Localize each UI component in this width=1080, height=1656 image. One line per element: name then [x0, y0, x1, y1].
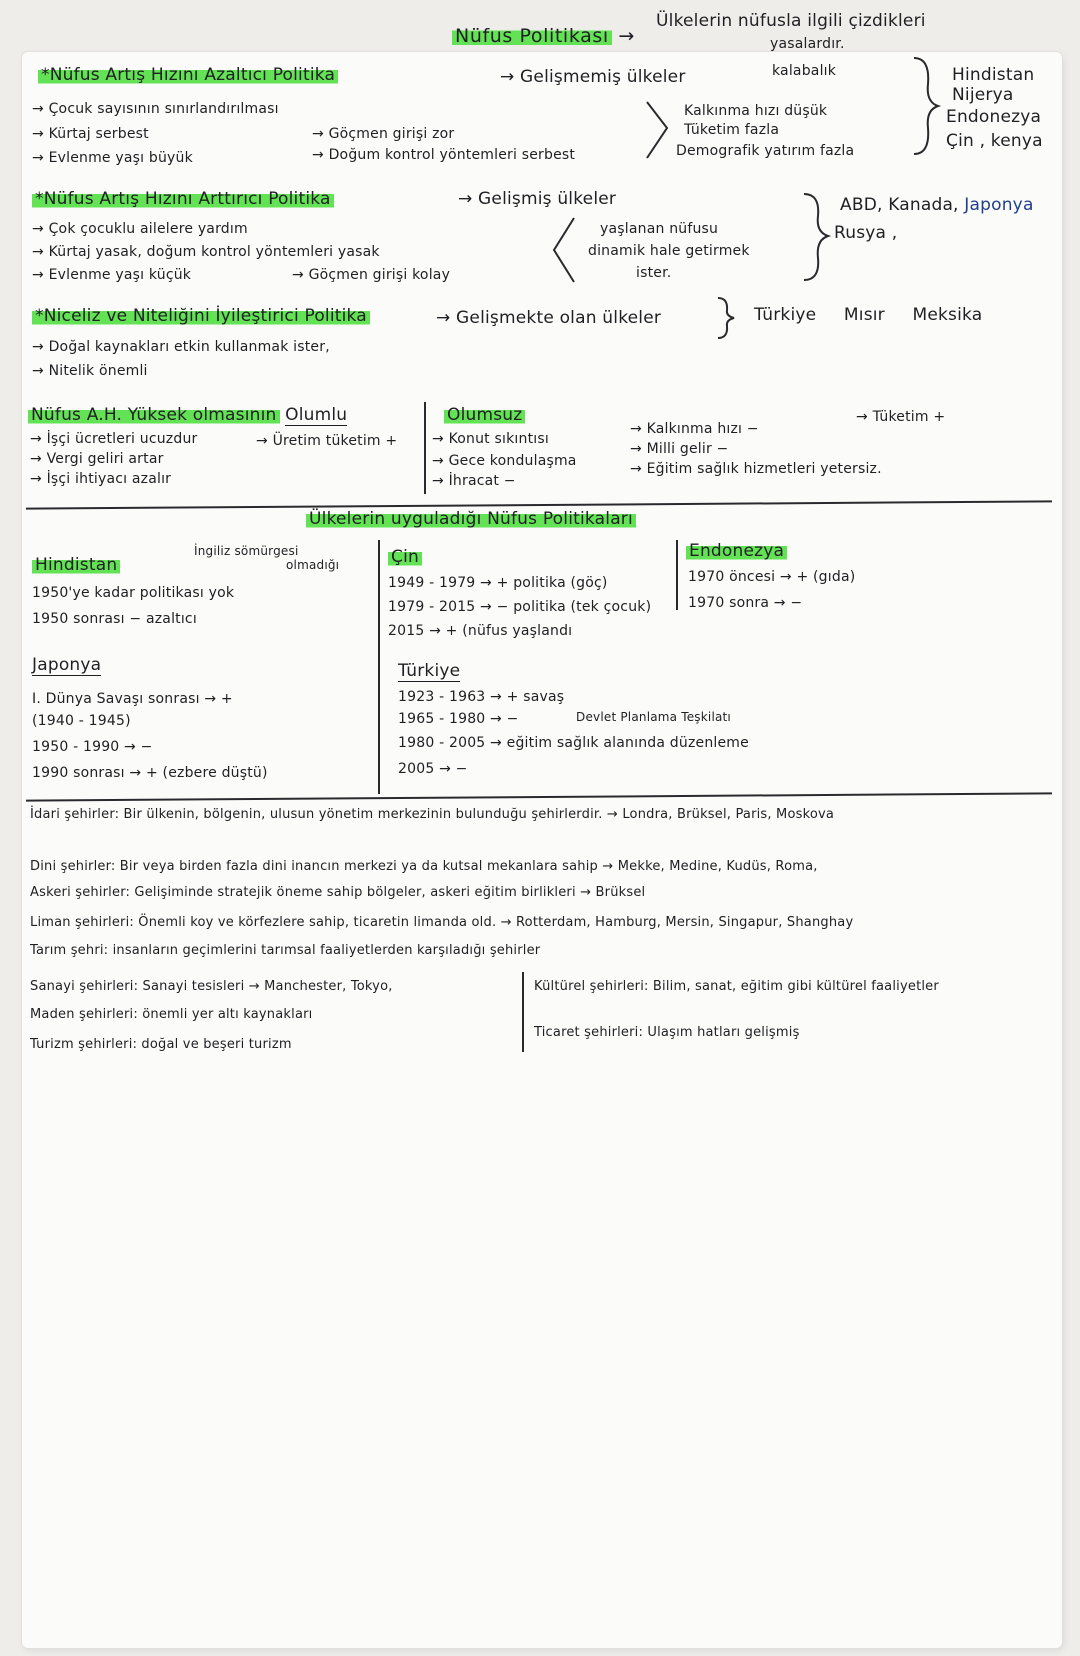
endonezya-line-1: 1970 öncesi → + (gıda) [688, 569, 856, 585]
page-title: Nüfus Politikası → [452, 27, 635, 45]
s1-right-item-3: Demografik yatırım fazla [676, 143, 855, 159]
hindistan-name: Hindistan [32, 556, 120, 574]
turkiye-note: Devlet Planlama Teşkilatı [576, 710, 731, 724]
notebook-page [22, 52, 1062, 1648]
s6-left-item-1: Sanayi şehirleri: Sanayi tesisleri → Manchester, Tokyo, [30, 979, 393, 994]
s4-pos-extra: → Üretim tüketim + [256, 433, 398, 449]
s2-right-item-1: yaşlanan nüfusu [600, 221, 719, 237]
s1-country-3: Endonezya [946, 107, 1042, 127]
cin-line-3: 2015 → + (nüfus yaşlandı [388, 623, 573, 639]
section1-heading: *Nüfus Artış Hızını Azaltıcı Politika [38, 66, 338, 84]
hindistan-note-2: olmadığı [286, 558, 340, 572]
s4-neg-item-1: → Konut sıkıntısı [432, 431, 549, 447]
turkiye-line-4: 2005 → − [398, 761, 468, 777]
s3-item-2: → Nitelik önemli [32, 363, 148, 379]
s1-right-item-2: Tüketim fazla [684, 122, 780, 138]
s2-bracket [552, 216, 578, 286]
hindistan-line-2: 1950 sonrası − azaltıcı [32, 611, 197, 627]
endonezya-line-2: 1970 sonra → − [688, 595, 803, 611]
s1-country-1: Hindistan [952, 65, 1035, 85]
japonya-line-4: 1990 sonrası → + (ezbere düştü) [32, 765, 268, 781]
s1-mid-item-1: → Göçmen girişi zor [312, 126, 455, 142]
s6-line-2: Dini şehirler: Bir veya birden fazla dini inancın merkezi ya da kutsal mekanlara sahip → Mekke, Medine, Kudüs, Roma, [30, 859, 818, 874]
s4-neg-extra-1: → Kalkınma hızı − [630, 421, 759, 437]
s6-line-4: Liman şehirleri: Önemli koy ve körfezlere sahip, ticaretin limanda old. → Rotterdam, Hamburg, Mersin, Singapur, Shanghay [30, 915, 854, 930]
title-definition-line2: yasalardır. [770, 36, 845, 52]
s2-left-item-2: → Kürtaj yasak, doğum kontrol yöntemleri yasak [32, 244, 380, 260]
s4-pos-item-2: → Vergi geliri artar [30, 451, 164, 467]
s6-line-1: İdari şehirler: Bir ülkenin, bölgenin, ulusun yönetim merkezinin bulunduğu şehirlerdir. → Londra, Brüksel, Paris, Moskova [30, 807, 835, 822]
title-definition-line1: Ülkelerin nüfusla ilgili çizdikleri [656, 11, 926, 31]
s1-left-item-1: → Çocuk sayısının sınırlandırılması [32, 101, 279, 117]
section4-heading: Nüfus A.H. Yüksek olmasının Olumlu [28, 406, 347, 424]
s1-bracket [645, 100, 671, 162]
s2-countries-1: ABD, Kanada, Japonya [840, 195, 1034, 215]
hindistan-note-1: İngiliz sömürgesi [194, 544, 299, 558]
s2-country-brace [800, 192, 830, 282]
s1-country-2: Nijerya [952, 85, 1014, 105]
endonezya-name: Endonezya [686, 542, 787, 560]
s5-divider-2 [676, 540, 678, 610]
s1-mid-item-2: → Doğum kontrol yöntemleri serbest [312, 147, 576, 163]
s4-pos-item-3: → İşçi ihtiyacı azalır [30, 471, 172, 487]
s2-right-item-3: ister. [636, 265, 672, 281]
s6-divider [522, 972, 524, 1052]
s4-neg-heading: Olumsuz [444, 406, 525, 424]
s6-right-item-2: Ticaret şehirleri: Ulaşım hatları gelişmiş [534, 1025, 800, 1040]
s3-item-1: → Doğal kaynakları etkin kullanmak ister, [32, 339, 330, 355]
section3-target: → Gelişmekte olan ülkeler [436, 308, 662, 328]
s1-left-item-2: → Kürtaj serbest [32, 126, 149, 142]
s4-pos-item-1: → İşçi ücretleri ucuzdur [30, 431, 198, 447]
s6-line-3: Askeri şehirler: Gelişiminde stratejik öneme sahip bölgeler, askeri eğitim birlikleri → Brüksel [30, 885, 646, 900]
s6-line-5: Tarım şehri: insanların geçimlerini tarımsal faaliyetlerden karşıladığı şehirler [30, 943, 541, 958]
s3-brace [716, 296, 736, 340]
hindistan-line-1: 1950'ye kadar politikası yok [32, 585, 235, 601]
japonya-line-2: (1940 - 1945) [32, 713, 131, 729]
s2-right-item-2: dinamik hale getirmek [588, 243, 750, 259]
section2-target: → Gelişmiş ülkeler [458, 189, 617, 209]
japonya-line-1: I. Dünya Savaşı sonrası → + [32, 691, 233, 707]
turkiye-name: Türkiye [398, 661, 461, 681]
s2-left-item-1: → Çok çocuklu ailelere yardım [32, 221, 248, 237]
section1-target: → Gelişmemiş ülkeler [500, 67, 686, 87]
s4-neg-extra-right: → Tüketim + [856, 409, 946, 425]
section1-note: kalabalık [772, 63, 837, 79]
s4-neg-item-2: → Gece kondulaşma [432, 453, 577, 469]
s2-left-item-3: → Evlenme yaşı küçük [32, 267, 192, 283]
s5-divider-1 [378, 540, 380, 794]
s4-divider [424, 402, 426, 494]
s6-left-item-3: Turizm şehirleri: doğal ve beşeri turizm [30, 1037, 292, 1052]
section5-heading: Ülkelerin uyguladığı Nüfus Politikaları [306, 510, 636, 528]
s6-left-item-2: Maden şehirleri: önemli yer altı kaynakları [30, 1007, 313, 1022]
s4-neg-extra-3: → Eğitim sağlık hizmetleri yetersiz. [630, 461, 882, 477]
s1-right-item-1: Kalkınma hızı düşük [684, 103, 828, 119]
s1-country-4: Çin , kenya [946, 131, 1043, 151]
cin-line-2: 1979 - 2015 → − politika (tek çocuk) [388, 599, 652, 615]
s1-left-item-3: → Evlenme yaşı büyük [32, 150, 193, 166]
turkiye-line-1: 1923 - 1963 → + savaş [398, 689, 565, 705]
japonya-name: Japonya [32, 655, 102, 675]
cin-line-1: 1949 - 1979 → + politika (göç) [388, 575, 608, 591]
japonya-line-3: 1950 - 1990 → − [32, 739, 153, 755]
s2-countries-2: Rusya , [834, 223, 898, 243]
s3-countries: Türkiye Mısır Meksika [754, 305, 983, 325]
s2-mid-item: → Göçmen girişi kolay [292, 267, 451, 283]
turkiye-line-3: 1980 - 2005 → eğitim sağlık alanında düzenleme [398, 735, 749, 751]
section3-heading: *Niceliz ve Niteliğini İyileştirici Politika [32, 307, 370, 325]
turkiye-line-2: 1965 - 1980 → − [398, 711, 519, 727]
s4-neg-extra-2: → Milli gelir − [630, 441, 729, 457]
s6-right-item-1: Kültürel şehirleri: Bilim, sanat, eğitim gibi kültürel faaliyetler [534, 979, 939, 994]
s1-country-brace [910, 56, 940, 156]
s4-neg-item-3: → İhracat − [432, 473, 516, 489]
cin-name: Çin [388, 548, 422, 566]
section2-heading: *Nüfus Artış Hızını Arttırıcı Politika [32, 190, 334, 208]
